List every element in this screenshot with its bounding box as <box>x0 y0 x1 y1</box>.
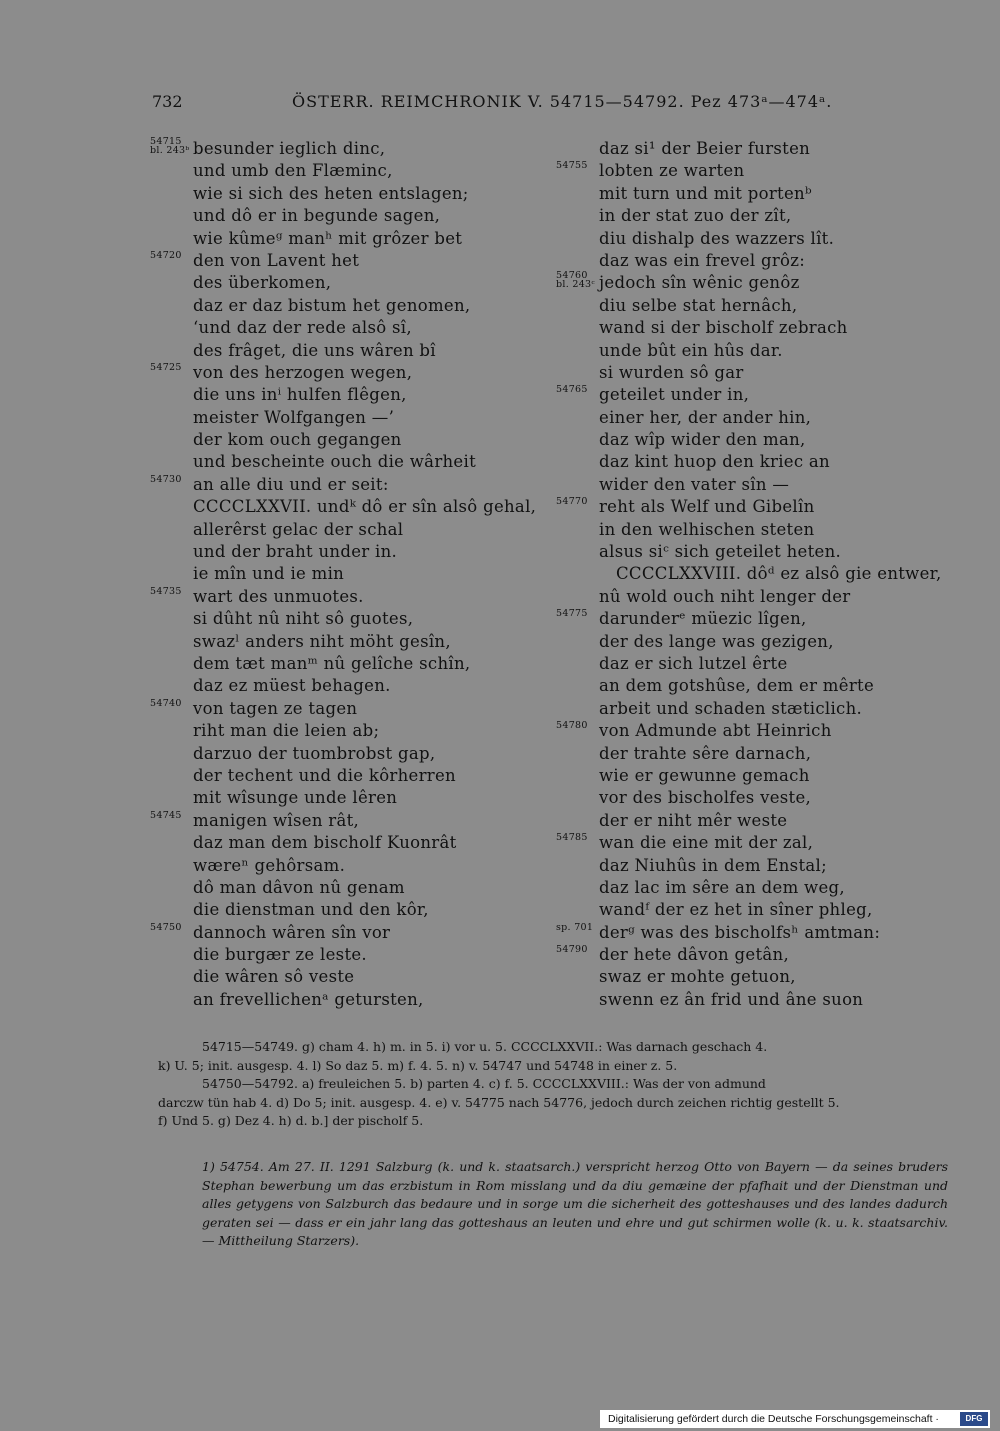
verse-line <box>150 295 545 317</box>
verse-line <box>150 877 545 899</box>
verse-text: an alle diu und er seit: <box>193 474 389 494</box>
verse-text: daz was ein frevel grôz: <box>599 250 806 270</box>
verse-text: und dô er in begunde sagen, <box>193 206 441 226</box>
verse-line <box>556 474 956 496</box>
line-number: 54745 <box>150 809 182 821</box>
line-number: 54780 <box>556 720 588 732</box>
verse-line <box>556 810 956 832</box>
footnote-block <box>158 1158 948 1251</box>
verse-line <box>150 765 545 787</box>
apparatus-line: k) U. 5; init. ausgesp. 4. l) So daz 5. m) f. 4. 5. n) v. 54747 und 54748 in einer z. 5. <box>158 1057 678 1073</box>
verse-text: der er niht mêr weste <box>599 810 788 830</box>
verse-text: swaz er mohte getuon, <box>599 967 796 987</box>
verse-line <box>150 608 545 630</box>
verse-line <box>150 407 545 429</box>
line-number: 54730 <box>150 473 182 485</box>
verse-text: des frâget, die uns wâren bî <box>193 340 436 360</box>
verse-line <box>556 855 956 877</box>
verse-line <box>150 631 545 653</box>
verse-line <box>556 451 956 473</box>
verse-line <box>556 407 956 429</box>
right-verse-column <box>556 138 956 1011</box>
verse-text: wie kûmeᵍ manʰ mit grôzer bet <box>193 228 463 248</box>
line-number: 54770 <box>556 496 588 508</box>
left-verse-column <box>150 138 545 1011</box>
verse-text: wand si der bischolf zebrach <box>599 318 848 338</box>
line-number: 54735 <box>150 585 182 597</box>
verse-line <box>150 810 545 832</box>
line-number: 54765 <box>556 384 588 396</box>
verse-line <box>150 855 545 877</box>
verse-line <box>150 787 545 809</box>
verse-text: alsus siᶜ sich geteilet heten. <box>599 542 842 562</box>
verse-text: des überkomen, <box>193 273 332 293</box>
verse-line <box>556 720 956 742</box>
running-head: ÖSTERR. REIMCHRONIK V. 54715—54792. Pez 473ᵃ—474ᵃ. <box>292 92 833 111</box>
verse-line <box>556 631 956 653</box>
verse-line <box>150 205 545 227</box>
verse-text: darunderᵉ müezic lîgen, <box>599 609 807 629</box>
verse-line <box>556 362 956 384</box>
verse-text: die wâren sô veste <box>193 967 355 987</box>
verse-line <box>556 877 956 899</box>
apparatus-line: 54750—54792. a) freuleichen 5. b) parten 4. c) f. 5. CCCCLXXVIII.: Was der von admund <box>202 1076 766 1091</box>
line-number: 54750 <box>150 921 182 933</box>
verse-line <box>150 519 545 541</box>
verse-line <box>150 989 545 1011</box>
verse-line <box>556 563 956 585</box>
verse-text: riht man die leien ab; <box>193 721 380 741</box>
verse-text: an frevellichenᵃ getursten, <box>193 989 424 1009</box>
verse-text: nû wold ouch niht lenger der <box>599 586 851 606</box>
verse-line <box>150 160 545 182</box>
page-header <box>152 92 833 120</box>
line-number: sp. 701 <box>556 921 594 933</box>
line-number: 54760 bl. 243ᶜ <box>556 270 595 291</box>
verse-text: wider den vater sîn — <box>599 474 790 494</box>
verse-line <box>556 183 956 205</box>
verse-text: unde bût ein hûs dar. <box>599 340 783 360</box>
verse-text: wart des unmuotes. <box>193 586 364 606</box>
verse-text: daz er sich lutzel êrte <box>599 653 788 673</box>
verse-text: einer her, der ander hin, <box>599 407 812 427</box>
verse-line <box>150 429 545 451</box>
line-number: 54715 bl. 243ᵇ <box>150 136 190 156</box>
line-number: 54790 <box>556 944 588 956</box>
verse-text: der trahte sêre darnach, <box>599 743 812 763</box>
verse-line <box>556 765 956 787</box>
verse-line <box>556 138 956 160</box>
page-number: 732 <box>152 92 183 111</box>
verse-text: daz er daz bistum het genomen, <box>193 295 471 315</box>
line-number: 54785 <box>556 832 588 844</box>
verse-text: daz Niuhûs in dem Enstal; <box>599 855 827 875</box>
verse-text: in der stat zuo der zît, <box>599 206 792 226</box>
apparatus-line: 54715—54749. g) cham 4. h) m. in 5. i) vor u. 5. CCCCLXXVII.: Was darnach geschach 4. <box>202 1039 768 1054</box>
verse-line <box>150 966 545 988</box>
verse-text: darzuo der tuombrobst gap, <box>193 743 436 763</box>
verse-line <box>150 496 545 518</box>
verse-line <box>150 138 545 160</box>
verse-line <box>556 743 956 765</box>
critical-apparatus <box>158 1038 948 1131</box>
verse-text: wie si sich des heten entslagen; <box>193 183 469 203</box>
verse-text: daz ez müest behagen. <box>193 676 391 696</box>
verse-text: der des lange was gezigen, <box>599 631 834 651</box>
verse-text: von tagen ze tagen <box>193 698 358 718</box>
verse-line <box>150 922 545 944</box>
verse-line <box>150 474 545 496</box>
verse-text: der kom ouch gegangen <box>193 430 402 450</box>
verse-line <box>150 250 545 272</box>
verse-line <box>556 653 956 675</box>
verse-text: mit turn und mit portenᵇ <box>599 183 812 203</box>
verse-line <box>150 183 545 205</box>
verse-text: allerêrst gelac der schal <box>193 519 404 539</box>
verse-line <box>556 160 956 182</box>
verse-text: den von Lavent het <box>193 250 360 270</box>
verse-line <box>556 228 956 250</box>
verse-text: diu selbe stat hernâch, <box>599 295 798 315</box>
verse-text: daz wîp wider den man, <box>599 430 806 450</box>
verse-text: geteilet under in, <box>599 385 750 405</box>
verse-line <box>556 429 956 451</box>
verse-text: und umb den Flæminc, <box>193 161 393 181</box>
verse-text: wan die eine mit der zal, <box>599 833 814 853</box>
verse-text: ie mîn und ie min <box>193 564 345 584</box>
verse-text: arbeit und schaden stæticlich. <box>599 698 863 718</box>
dfg-logo: DFG <box>960 1412 988 1426</box>
verse-line <box>556 608 956 630</box>
verse-text: daz kint huop den kriec an <box>599 452 830 472</box>
verse-text: der hete dâvon getân, <box>599 945 789 965</box>
verse-line <box>556 966 956 988</box>
apparatus-line: darczw tün hab 4. d) Do 5; init. ausgesp. 4. e) v. 54775 nach 54776, jedoch durch zeichen richtig gestellt 5. <box>158 1094 840 1110</box>
verse-text: und bescheinte ouch die wârheit <box>193 452 476 472</box>
verse-line <box>150 720 545 742</box>
verse-line <box>556 384 956 406</box>
verse-line <box>556 496 956 518</box>
verse-line <box>150 675 545 697</box>
verse-text: wandᶠ der ez het in sîner phleg, <box>599 900 873 920</box>
verse-line <box>150 228 545 250</box>
verse-line <box>556 787 956 809</box>
verse-line <box>150 653 545 675</box>
verse-line <box>150 899 545 921</box>
line-number: 54755 <box>556 160 588 172</box>
verse-text: von des herzogen wegen, <box>193 362 413 382</box>
verse-line <box>556 989 956 1011</box>
line-number: 54775 <box>556 608 588 620</box>
line-number: 54720 <box>150 249 182 261</box>
verse-text: CCCCLXXVII. undᵏ dô er sîn alsô gehal, <box>193 497 537 517</box>
verse-line <box>556 250 956 272</box>
verse-line <box>150 317 545 339</box>
verse-line <box>150 743 545 765</box>
verse-line <box>556 519 956 541</box>
funding-footer <box>600 1410 990 1428</box>
verse-text: der techent und die kôrherren <box>193 765 456 785</box>
verse-line <box>556 295 956 317</box>
verse-text: si wurden sô gar <box>599 362 744 382</box>
verse-text: lobten ze warten <box>599 161 745 181</box>
verse-text: von Admunde abt Heinrich <box>599 721 832 741</box>
verse-text: swenn ez ân frid und âne suon <box>599 989 864 1009</box>
verse-line <box>556 586 956 608</box>
verse-text: jedoch sîn wênic genôz <box>599 273 800 293</box>
verse-line <box>150 944 545 966</box>
verse-line <box>150 384 545 406</box>
verse-line <box>150 832 545 854</box>
verse-line <box>556 832 956 854</box>
verse-text: diu dishalp des wazzers lît. <box>599 228 835 248</box>
verse-text: und der braht under in. <box>193 542 398 562</box>
verse-text: swazˡ anders niht möht gesîn, <box>193 631 451 651</box>
verse-text: daz lac im sêre an dem weg, <box>599 877 845 897</box>
verse-text: si dûht nû niht sô guotes, <box>193 609 414 629</box>
verse-text: daz man dem bischolf Kuonrât <box>193 833 457 853</box>
verse-line <box>556 944 956 966</box>
verse-text: ‘und daz der rede alsô sî, <box>193 318 412 338</box>
apparatus-line: f) Und 5. g) Dez 4. h) d. b.] der pischolf 5. <box>158 1113 424 1128</box>
verse-line <box>556 675 956 697</box>
verse-line <box>150 340 545 362</box>
verse-text: dannoch wâren sîn vor <box>193 922 391 942</box>
verse-text: die burgær ze leste. <box>193 945 367 965</box>
verse-line <box>556 205 956 227</box>
verse-text: dô man dâvon nû genam <box>193 877 405 897</box>
verse-line <box>150 541 545 563</box>
verse-line <box>556 317 956 339</box>
verse-text: meister Wolfgangen —’ <box>193 407 395 427</box>
line-number: 54725 <box>150 361 182 373</box>
line-number: 54740 <box>150 697 182 709</box>
footnote-text: 1) 54754. Am 27. II. 1291 Salzburg (k. und k. staatsarch.) verspricht herzog Otto von Bayern — da seines bruders Stephan bewerbung um das erzbistum in Rom misslang und da diu gemæine der pfafhait und der Dienstman und alles getygens von Salzburch das bedaure und in sorge um die sicherheit des gotteshauses und des landes dadurch geraten sei — dass er ein jahr lang das gotteshaus an leuten und ehre und gut schirmen wolle (k. u. k. staatsarchiv. — Mittheilung Starzers). <box>202 1159 948 1248</box>
verse-text: dem tæt manᵐ nû gelîche schîn, <box>193 653 471 673</box>
funding-text: Digitalisierung gefördert durch die Deutsche Forschungsgemeinschaft · <box>608 1413 939 1425</box>
verse-text: CCCCLXXVIII. dôᵈ ez alsô gie entwer, <box>616 564 942 584</box>
verse-line <box>556 340 956 362</box>
verse-line <box>556 541 956 563</box>
verse-line <box>556 272 956 294</box>
verse-text: besunder ieglich dinc, <box>193 139 386 158</box>
verse-line <box>150 563 545 585</box>
verse-line <box>556 922 956 944</box>
verse-text: die dienstman und den kôr, <box>193 900 429 920</box>
verse-line <box>556 698 956 720</box>
verse-text: reht als Welf und Gibelîn <box>599 497 815 517</box>
verse-text: die uns inⁱ hulfen flêgen, <box>193 385 407 405</box>
verse-text: manigen wîsen rât, <box>193 810 360 830</box>
verse-text: wie er gewunne gemach <box>599 765 810 785</box>
verse-text: vor des bischolfes veste, <box>599 788 812 808</box>
verse-line <box>150 698 545 720</box>
verse-text: derᵍ was des bischolfsʰ amtman: <box>599 922 881 942</box>
verse-text: wæreⁿ gehôrsam. <box>193 855 346 875</box>
verse-line <box>150 362 545 384</box>
verse-line <box>150 451 545 473</box>
verse-text: daz si¹ der Beier fursten <box>599 139 811 158</box>
verse-text: in den welhischen steten <box>599 519 815 539</box>
verse-line <box>150 272 545 294</box>
verse-text: mit wîsunge unde lêren <box>193 788 398 808</box>
verse-line <box>556 899 956 921</box>
verse-text: an dem gotshûse, dem er mêrte <box>599 676 875 696</box>
verse-line <box>150 586 545 608</box>
